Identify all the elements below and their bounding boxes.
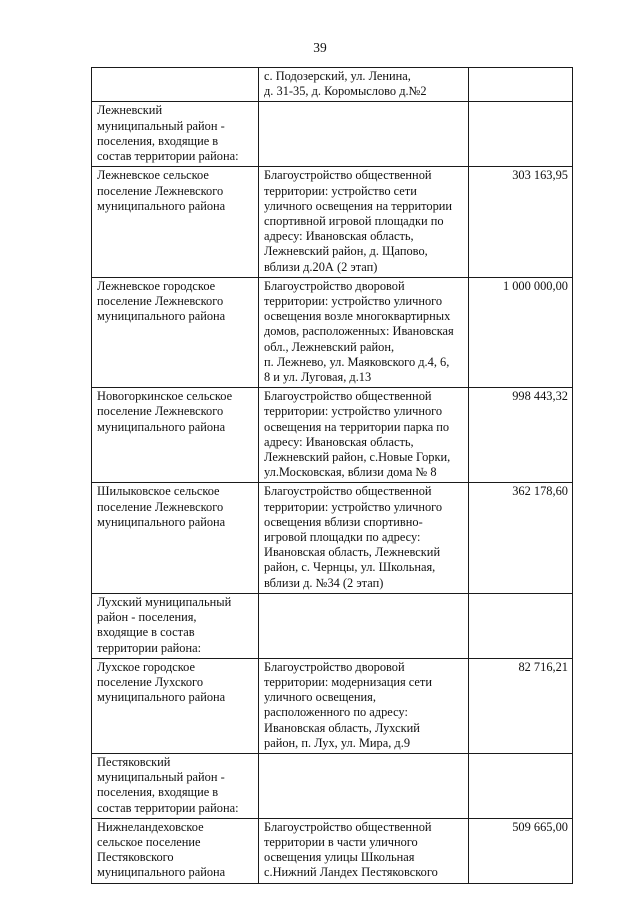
project-line: территории: устройство уличного (264, 294, 443, 309)
project-cell (259, 68, 469, 102)
project-line: адресу: Ивановская область, (264, 434, 414, 449)
table-row (92, 818, 573, 883)
table-row (92, 388, 573, 483)
municipality-line: поселение Лежневского (97, 404, 224, 419)
table-row (92, 277, 573, 387)
project-line: Ивановская область, Лухский (264, 720, 420, 735)
project-line: домов, расположенных: Ивановская (264, 324, 454, 339)
project-line: освещения возле многоквартирных (264, 309, 451, 324)
municipality-line: Пестяковский (97, 754, 171, 769)
page-number: 39 (313, 40, 327, 55)
municipality-cell (92, 277, 259, 387)
project-line: игровой площадки по адресу: (264, 530, 421, 545)
project-line: освещения на территории парка по (264, 419, 450, 434)
municipality-cell (92, 818, 259, 883)
municipality-line: Лухское городское (97, 659, 196, 674)
table-row (92, 658, 573, 753)
municipality-cell (92, 483, 259, 593)
project-cell (259, 167, 469, 277)
amount-cell (469, 68, 573, 102)
amount-cell (469, 753, 573, 818)
municipality-line: муниципального района (97, 690, 226, 705)
project-cell (259, 277, 469, 387)
table-row (92, 102, 573, 167)
municipality-line: состав территории района: (97, 149, 239, 164)
project-line: Лежневский район, д. Щапово, (264, 244, 428, 259)
project-line: Благоустройство дворовой (264, 659, 405, 674)
project-line: территории: устройство уличного (264, 499, 443, 514)
municipality-line: муниципальный район - (97, 118, 225, 133)
project-line: Ивановская область, Лежневский (264, 545, 441, 560)
municipality-line: поселения, входящие в (97, 785, 219, 800)
municipality-line: Пестяковского (97, 850, 174, 865)
project-line: 8 и ул. Луговая, д.13 (264, 370, 372, 385)
budget-table (91, 67, 573, 884)
municipality-line: муниципального района (97, 865, 226, 880)
project-cell (259, 483, 469, 593)
municipality-cell (92, 167, 259, 277)
table-body (92, 68, 573, 884)
project-line: Благоустройство общественной (264, 168, 432, 183)
municipality-cell (92, 388, 259, 483)
municipality-line: территории района: (97, 640, 202, 655)
project-line: вблизи д. №34 (2 этап) (264, 575, 384, 590)
project-line: спортивной игровой площадки по (264, 214, 444, 229)
municipality-cell (92, 593, 259, 658)
project-line: ул.Московская, вблизи дома № 8 (264, 465, 437, 480)
table-row (92, 593, 573, 658)
amount-cell: 1 000 000,00 (469, 277, 573, 387)
municipality-line: муниципального района (97, 514, 226, 529)
amount-cell: 998 443,32 (469, 388, 573, 483)
project-line: район, с. Чернцы, ул. Школьная, (264, 560, 436, 575)
municipality-line: муниципальный район - (97, 770, 225, 785)
project-line: освещения вблизи спортивно- (264, 514, 423, 529)
municipality-line: Лежневский (97, 103, 163, 118)
municipality-line: Нижнеландеховское (97, 819, 204, 834)
project-line: с. Подозерский, ул. Ленина, (264, 69, 411, 83)
project-line: п. Лежнево, ул. Маяковского д.4, 6, (264, 354, 450, 369)
municipality-line: муниципального района (97, 419, 226, 434)
project-line: д. 31-35, д. Коромыслово д.№2 (264, 84, 427, 99)
project-line: территории в части уличного (264, 834, 418, 849)
municipality-line: поселение Лежневского (97, 183, 224, 198)
project-line: Благоустройство общественной (264, 819, 432, 834)
municipality-line: сельское поселение (97, 834, 201, 849)
municipality-cell (92, 102, 259, 167)
project-line: освещения улицы Школьная (264, 850, 415, 865)
amount-cell: 509 665,00 (469, 818, 573, 883)
project-cell (259, 818, 469, 883)
project-cell (259, 753, 469, 818)
project-line: обл., Лежневский район, (264, 339, 395, 354)
municipality-cell (92, 658, 259, 753)
amount-cell (469, 593, 573, 658)
project-line: уличного освещения, (264, 690, 376, 705)
municipality-line: муниципального района (97, 198, 226, 213)
project-cell (259, 102, 469, 167)
project-line: вблизи д.20А (2 этап) (264, 259, 378, 274)
project-line: расположенного по адресу: (264, 705, 408, 720)
amount-cell: 303 163,95 (469, 167, 573, 277)
municipality-line: поселение Лежневского (97, 499, 224, 514)
municipality-line: район - поселения, (97, 610, 197, 625)
project-line: территории: устройство сети (264, 183, 417, 198)
amount-cell: 82 716,21 (469, 658, 573, 753)
table-row (92, 753, 573, 818)
municipality-cell (92, 753, 259, 818)
amount-cell (469, 102, 573, 167)
municipality-line: муниципального района (97, 309, 226, 324)
project-cell (259, 388, 469, 483)
municipality-line: Лежневское городское (97, 278, 216, 293)
project-cell (259, 593, 469, 658)
municipality-line: поселение Лежневского (97, 294, 224, 309)
municipality-line: Лухский муниципальный (97, 594, 232, 609)
municipality-line: поселение Лухского (97, 674, 204, 689)
project-line: Благоустройство общественной (264, 484, 432, 499)
project-line: уличного освещения на территории (264, 198, 453, 213)
project-cell (259, 658, 469, 753)
project-line: Благоустройство дворовой (264, 278, 405, 293)
municipality-line: поселения, входящие в (97, 133, 219, 148)
table-row (92, 483, 573, 593)
amount-cell: 362 178,60 (469, 483, 573, 593)
municipality-line: Шилыковское сельское (97, 484, 220, 499)
project-line: район, п. Лух, ул. Мира, д.9 (264, 735, 411, 750)
project-line: Благоустройство общественной (264, 389, 432, 404)
project-line: с.Нижний Ландех Пестяковского (264, 865, 438, 880)
project-line: территории: устройство уличного (264, 404, 443, 419)
project-line: территории: модернизация сети (264, 674, 432, 689)
municipality-line: состав территории района: (97, 800, 239, 815)
municipality-line: Новогоркинское сельское (97, 389, 233, 404)
project-line: Лежневский район, с.Новые Горки, (264, 450, 451, 465)
project-line: адресу: Ивановская область, (264, 229, 414, 244)
table-row (92, 68, 573, 102)
table-row (92, 167, 573, 277)
municipality-line: входящие в состав (97, 625, 195, 640)
municipality-cell (92, 68, 259, 102)
municipality-line: Лежневское сельское (97, 168, 209, 183)
